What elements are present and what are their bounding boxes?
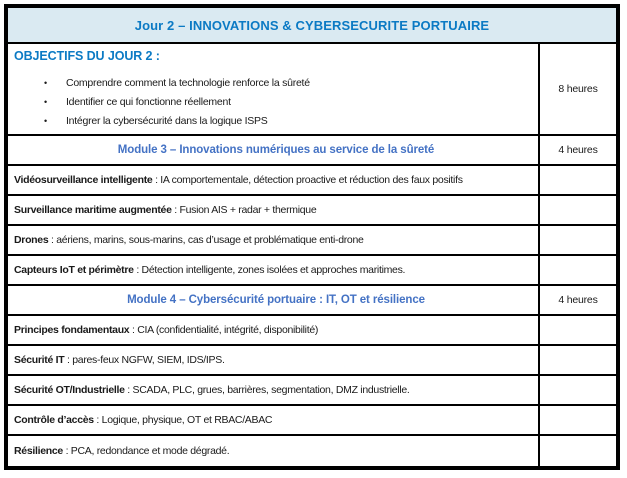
topic-label: Contrôle d’accès xyxy=(14,414,94,426)
topic-cell xyxy=(8,166,538,194)
module3-title-cell xyxy=(8,136,538,164)
bullet-icon: • xyxy=(44,97,47,107)
list-item xyxy=(14,112,538,131)
module4-header-row xyxy=(8,286,616,316)
objective-text: Identifier ce qui fonctionne réellement xyxy=(66,96,231,108)
topic-cell xyxy=(8,196,538,224)
hours-cell xyxy=(538,436,616,466)
row-securite-ot-industrielle xyxy=(8,376,616,406)
topic-text xyxy=(14,174,538,186)
topic-label: Résilience xyxy=(14,445,63,457)
topic-text xyxy=(14,445,538,457)
topic-label: Capteurs IoT et périmètre xyxy=(14,264,134,276)
hours-cell xyxy=(538,316,616,344)
row-controle-dacces xyxy=(8,406,616,436)
row-principes-fondamentaux xyxy=(8,316,616,346)
topic-label: Sécurité IT xyxy=(14,354,65,366)
hours-cell xyxy=(538,166,616,194)
topic-cell xyxy=(8,226,538,254)
module4-title: Module 4 – Cybersécurité portuaire : IT, OT et résilience xyxy=(127,294,425,306)
topic-cell xyxy=(8,436,538,466)
topic-cell xyxy=(8,376,538,404)
row-videosurveillance-intelligente xyxy=(8,166,616,196)
day-title: Jour 2 – INNOVATIONS & CYBERSECURITE PORTUAIRE xyxy=(134,17,490,33)
topic-cell xyxy=(8,346,538,374)
bullet-icon: • xyxy=(44,116,47,126)
bullet-icon: • xyxy=(44,78,47,88)
list-item xyxy=(14,74,538,93)
topic-desc: -drone xyxy=(335,234,364,246)
hours-value: 8 heures xyxy=(558,83,598,95)
hours-cell xyxy=(538,346,616,374)
topic-desc: : IA comportementale, détection proactive et réduction des faux positifs xyxy=(152,174,463,186)
topic-label: Principes fondamentaux xyxy=(14,324,130,336)
hours-cell xyxy=(538,136,616,164)
misspelled-word: enti xyxy=(319,234,335,246)
topic-desc: : SCADA, PLC, grues, barrières, segmentation, DMZ industrielle. xyxy=(124,384,410,396)
row-securite-it xyxy=(8,346,616,376)
topic-text xyxy=(14,204,538,216)
row-surveillance-maritime-augmentee xyxy=(8,196,616,226)
objective-text: Comprendre comment la technologie renforce la sûreté xyxy=(66,77,310,89)
row-capteurs-iot-et-perimetre xyxy=(8,256,616,286)
module3-header-row xyxy=(8,136,616,166)
topic-desc: : pares-feux NGFW, SIEM, IDS/IPS. xyxy=(64,354,225,366)
topic-text xyxy=(14,264,538,276)
objectives-heading: OBJECTIFS DU JOUR 2 : xyxy=(14,49,160,63)
topic-text xyxy=(14,354,538,366)
topic-label: Vidéosurveillance intelligente xyxy=(14,174,153,186)
module4-title-cell xyxy=(8,286,538,314)
row-drones xyxy=(8,226,616,256)
topic-desc: : Détection intelligente, zones isolées et approches maritimes. xyxy=(133,264,406,276)
objective-text: Intégrer la cybersécurité dans la logique ISPS xyxy=(66,115,268,127)
topic-desc: : CIA (confidentialité, intégrité, disponibilité) xyxy=(129,324,319,336)
topic-cell xyxy=(8,256,538,284)
table-title-row xyxy=(8,8,616,44)
topic-cell xyxy=(8,406,538,434)
topic-label: Sécurité OT/Industrielle xyxy=(14,384,125,396)
hours-cell xyxy=(538,44,616,134)
hours-cell xyxy=(538,376,616,404)
objectives-cell xyxy=(8,44,538,134)
topic-label: Drones xyxy=(14,234,49,246)
topic-label: Surveillance maritime augmentée xyxy=(14,204,172,216)
hours-value: 4 heures xyxy=(558,144,598,156)
topic-desc: : Logique, physique, OT et RBAC/ABAC xyxy=(93,414,273,426)
hours-value: 4 heures xyxy=(558,294,598,306)
topic-desc: : Fusion AIS + radar + thermique xyxy=(171,204,317,216)
hours-cell xyxy=(538,406,616,434)
topic-text xyxy=(14,324,538,336)
hours-cell xyxy=(538,286,616,314)
objectives-row xyxy=(8,44,616,136)
objectives-list xyxy=(14,74,538,131)
training-schedule-table xyxy=(4,4,620,470)
hours-cell xyxy=(538,196,616,224)
hours-cell xyxy=(538,256,616,284)
topic-text xyxy=(14,234,538,246)
module3-title: Module 3 – Innovations numériques au service de la sûreté xyxy=(117,144,435,156)
topic-text xyxy=(14,414,538,426)
topic-desc: : aériens, marins, sous-marins, cas d’usage et problématique xyxy=(48,234,320,246)
hours-cell xyxy=(538,226,616,254)
row-resilience xyxy=(8,436,616,466)
topic-cell xyxy=(8,316,538,344)
topic-desc: : PCA, redondance et mode dégradé. xyxy=(62,445,230,457)
list-item xyxy=(14,93,538,112)
topic-text xyxy=(14,384,538,396)
